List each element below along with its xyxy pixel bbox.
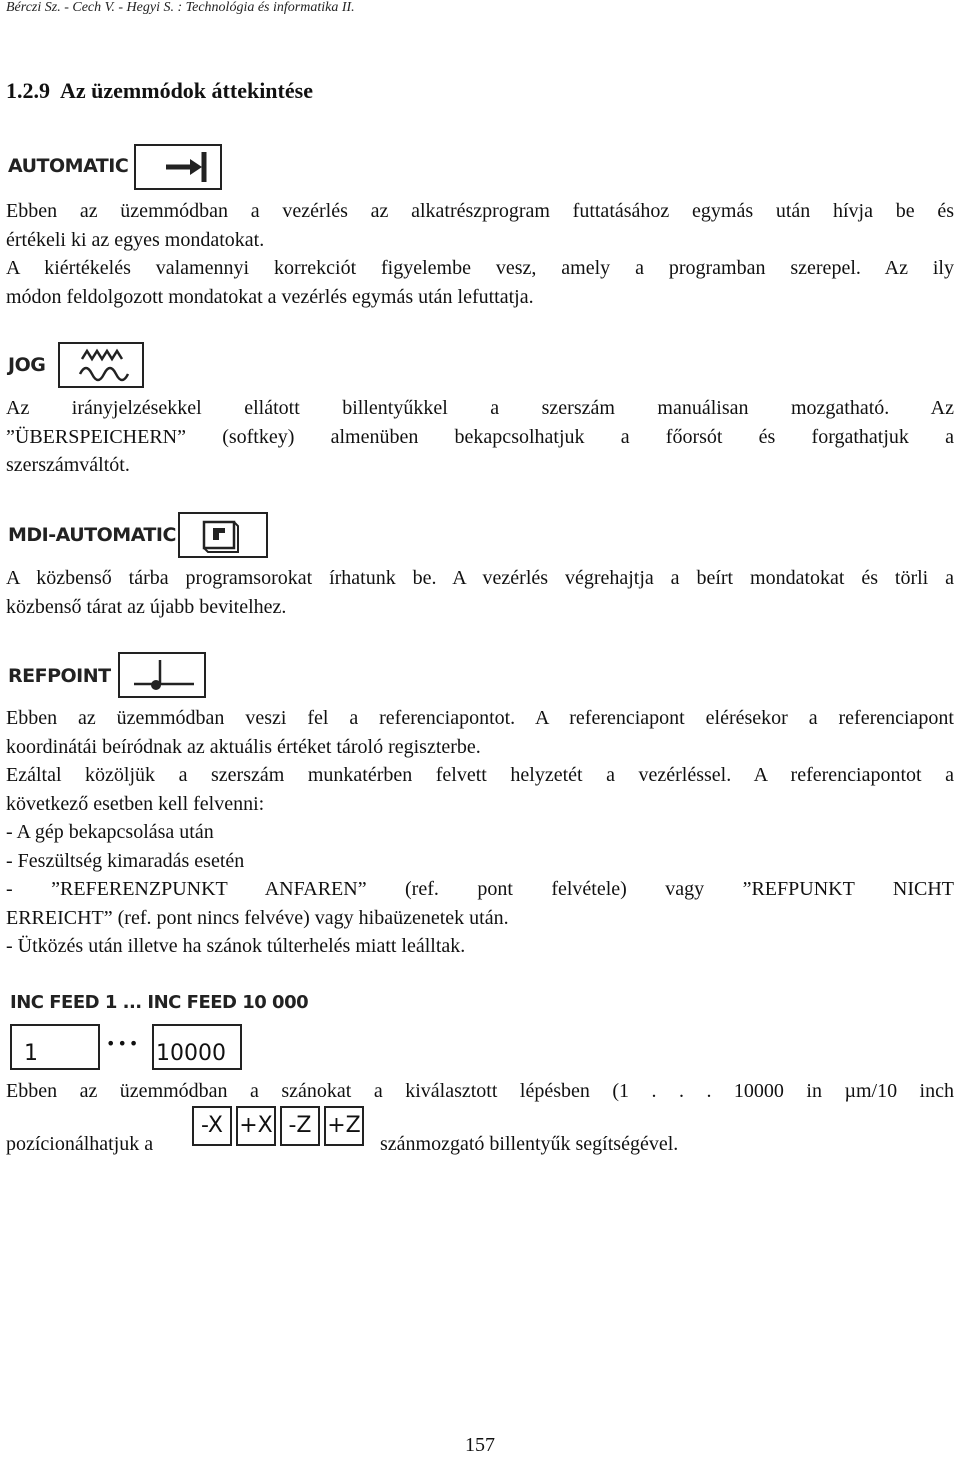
refpoint-description (6, 704, 954, 961)
jog-line-1: Az irányjelzésekkel ellátott billentyűkkel a szerszám manuálisan mozgatható. Az (6, 397, 954, 419)
mdi-line-2: közbenső tárat az újabb bevitelhez. (6, 595, 287, 618)
inc-feed-start-value: 1 (24, 1041, 38, 1066)
refpoint-line-7: - ”REFERENZPUNKT ANFAREN” (ref. pont felvétele) vagy ”REFPUNKT NICHT (6, 878, 954, 900)
minus-z-key: -Z (280, 1106, 320, 1146)
mdi-description (6, 564, 954, 621)
refpoint-line-2: koordinátái beíródnak az aktuális értéket tároló regiszterbe. (6, 735, 481, 758)
inc-feed-end-value: 10000 (156, 1041, 226, 1066)
automatic-line-3: A kiértékelés valamennyi korrekciót figyelembe vesz, amely a programban szerepel. Az ily (6, 257, 954, 279)
jog-line-3: szerszámváltót. (6, 454, 130, 476)
inc-feed-mode-label: INC FEED 1 ... INC FEED 10 000 (10, 992, 309, 1013)
refpoint-mode-label: REFPOINT (8, 665, 111, 687)
inc-feed-description-line-1: Ebben az üzemmódban a szánokat a kiválasztott lépésben (1 . . . 10000 in µm/10 inch (6, 1080, 954, 1102)
inc-feed-line-2-before: pozícionálhatjuk a (6, 1133, 154, 1155)
jog-description (6, 394, 954, 480)
jog-mode-label: JOG (8, 354, 46, 376)
page-header: Bérczi Sz. - Cech V. - Hegyi S. : Technológia és informatika II. (6, 0, 355, 15)
refpoint-line-8: ERREICHT” (ref. pont nincs felvéve) vagy hibaüzenetek után. (6, 906, 509, 929)
mdi-line-1: A közbenső tárba programsorokat írhatunk be. A vezérlés végrehajtja a beírt mondatokat és törli a (6, 567, 954, 589)
refpoint-line-3: Ezáltal közöljük a szerszám munkatérben felvett helyzetét a vezérléssel. A referenciapontot a (6, 764, 954, 786)
refpoint-line-5: - A gép bekapcsolása után (6, 821, 214, 843)
section-number: 1.2.9 (6, 78, 50, 103)
section-title-text: Az üzemmódok áttekintése (60, 78, 313, 103)
automatic-line-4: módon feldolgozott mondatokat a vezérlés egymás után lefuttatja. (6, 285, 534, 308)
automatic-line-1: Ebben az üzemmódban a vezérlés az alkatrészprogram futtatásához egymás után hívja be és (6, 200, 954, 222)
section-title (6, 78, 313, 104)
axis-key-group (192, 1106, 364, 1146)
refpoint-line-4: következő esetben kell felvenni: (6, 792, 265, 815)
minus-x-key: -X (192, 1106, 232, 1146)
wave-icon (58, 342, 144, 388)
inc-feed-line-2-after: szánmozgató billentyűk segítségével. (380, 1133, 679, 1155)
mdi-card-icon (178, 512, 268, 558)
inc-feed-dots: ••• (106, 1034, 141, 1053)
inc-feed-end-box (152, 1024, 242, 1070)
plus-z-key: +Z (324, 1106, 364, 1146)
automatic-description (6, 197, 954, 311)
refpoint-line-6: - Feszültség kimaradás esetén (6, 849, 245, 872)
reference-point-icon (118, 652, 206, 698)
plus-x-key: +X (236, 1106, 276, 1146)
page-number: 157 (465, 1434, 495, 1456)
automatic-line-2: értékeli ki az egyes mondatokat. (6, 228, 265, 251)
inc-feed-description-line-2 (6, 1130, 153, 1159)
inc-feed-start-box (10, 1024, 100, 1070)
jog-line-2: ”ÜBERSPEICHERN” (softkey) almenüben bekapcsolhatjuk a főorsót és forgathatjuk a (6, 425, 954, 448)
refpoint-line-1: Ebben az üzemmódban veszi fel a referenciapontot. A referenciapont elérésekor a referenciapont (6, 707, 954, 729)
mdi-mode-label: MDI-AUTOMATIC (8, 524, 176, 546)
refpoint-line-9: - Ütközés után illetve ha szánok túlterhelés miatt leálltak. (6, 935, 466, 957)
automatic-mode-label: AUTOMATIC (8, 155, 129, 177)
arrow-right-icon (134, 144, 222, 190)
